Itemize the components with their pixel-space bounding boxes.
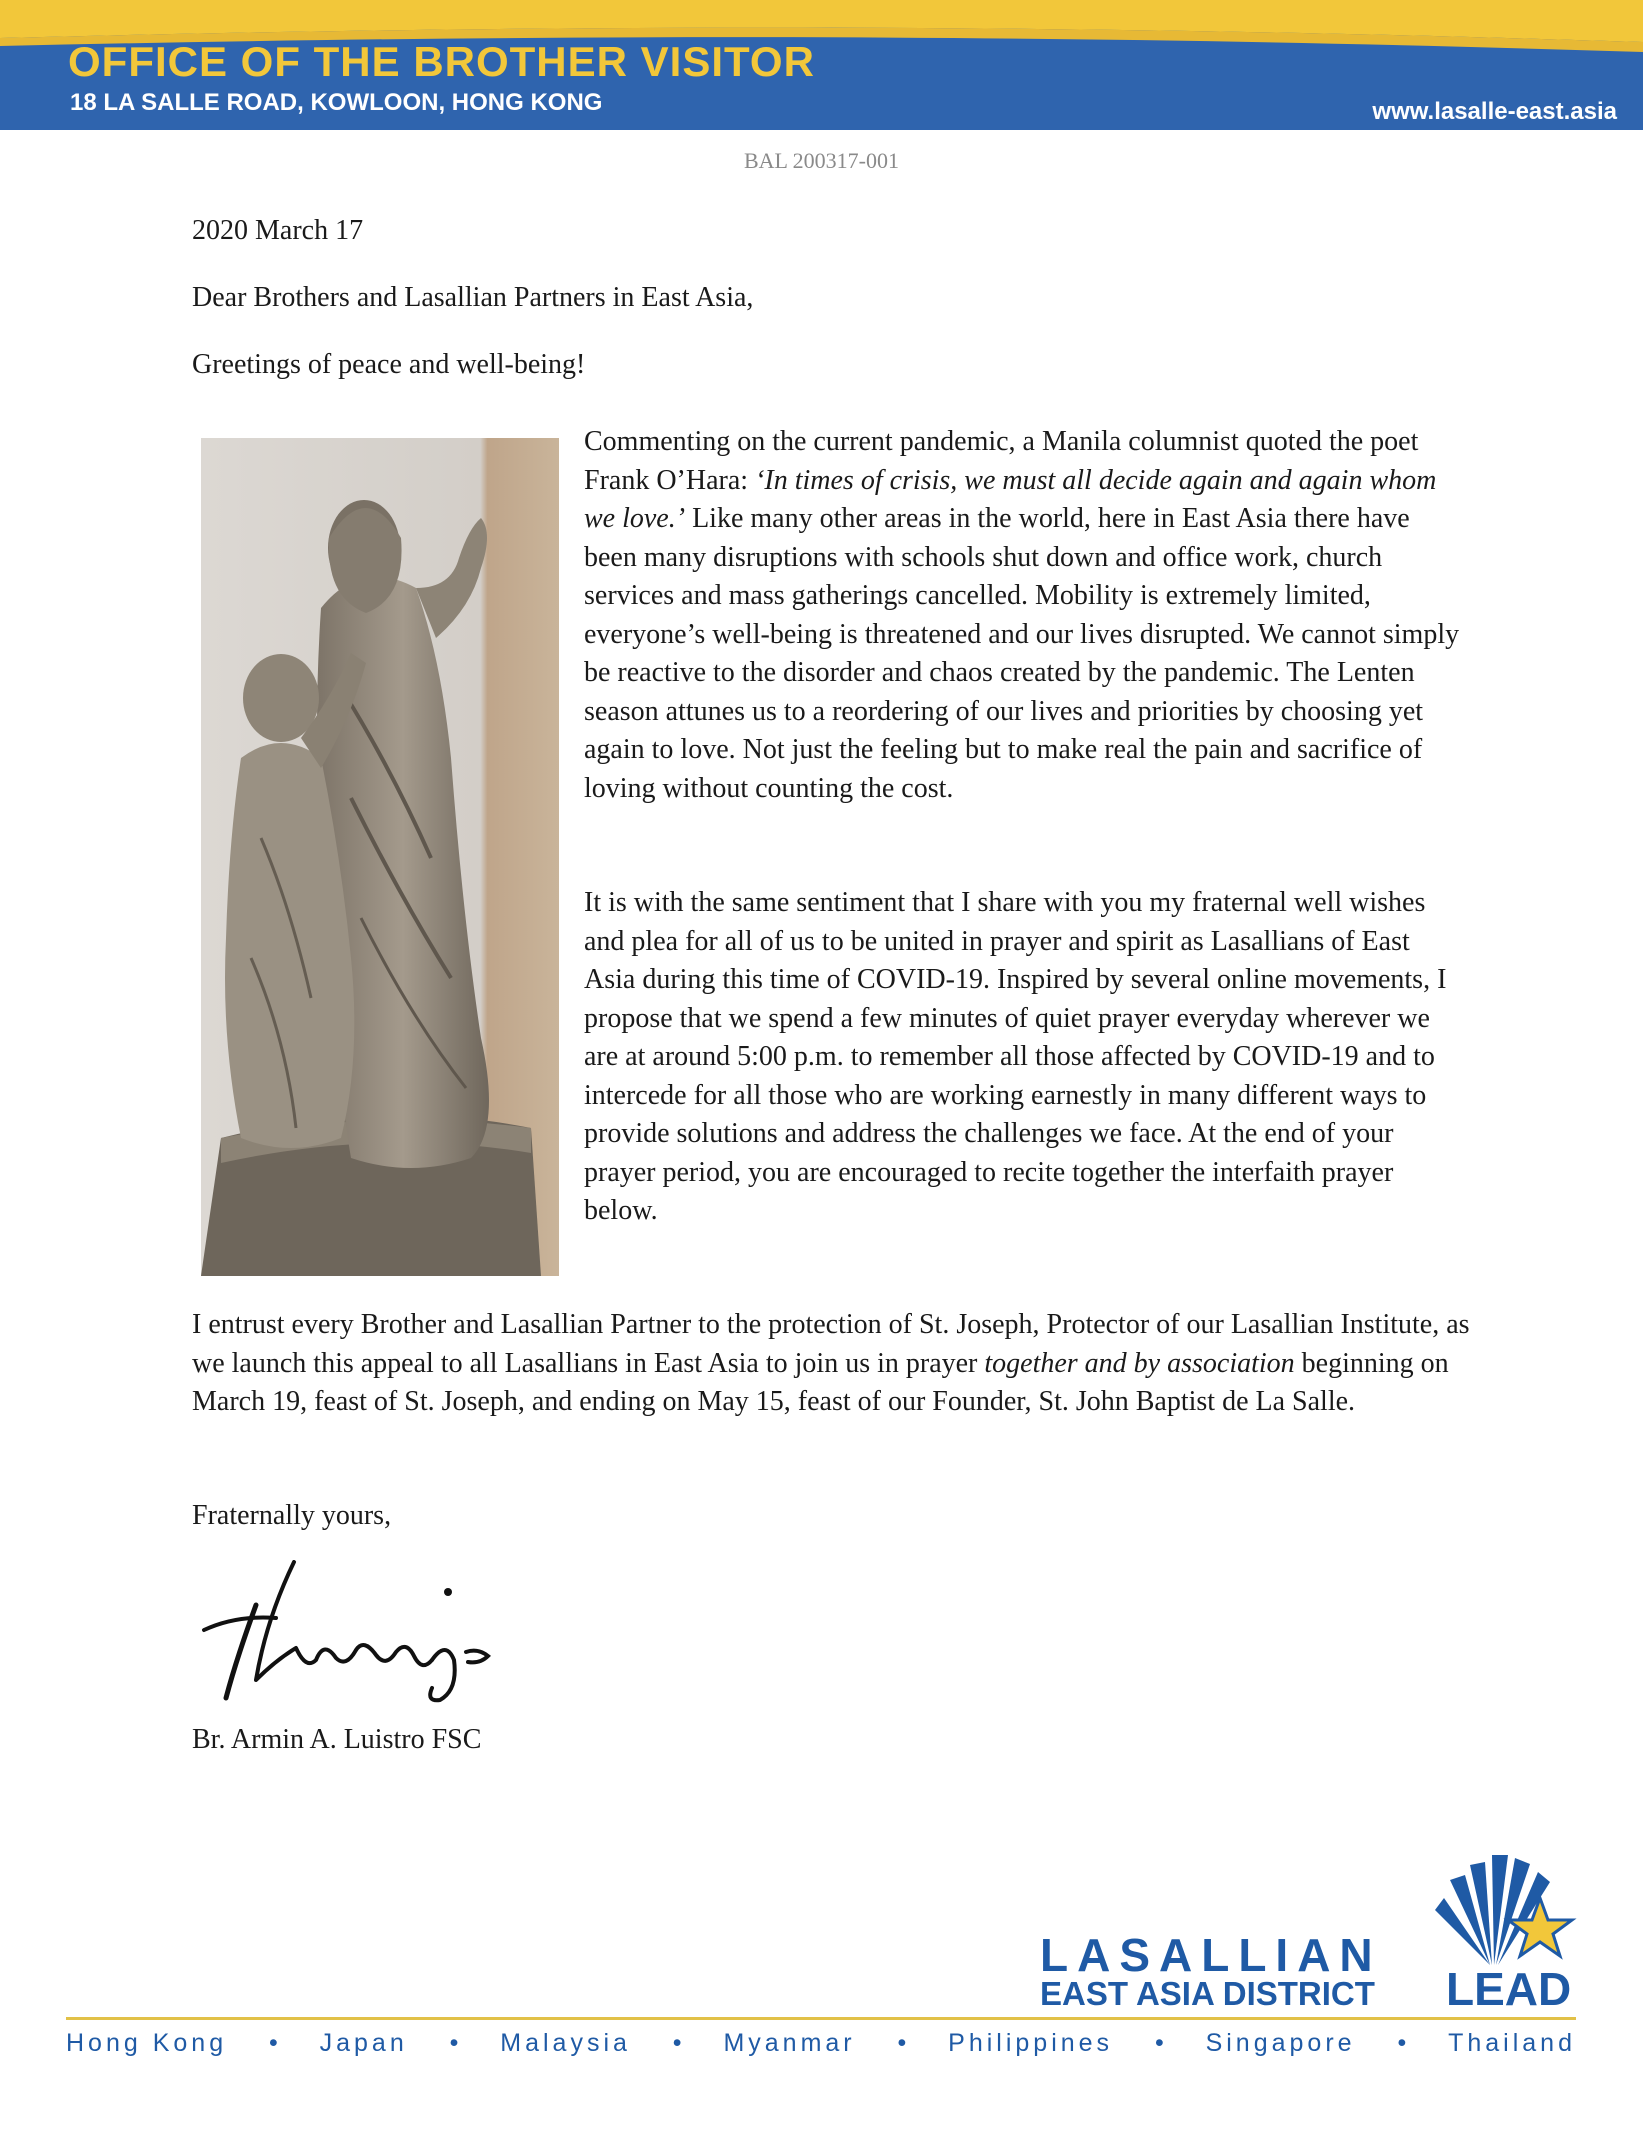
separator: • — [1154, 2029, 1164, 2057]
logo-east-asia-district: EAST ASIA DISTRICT — [1040, 1975, 1375, 2012]
signature-image — [196, 1560, 496, 1710]
country-philippines: Philippines — [948, 2029, 1114, 2057]
statue-photo — [201, 438, 559, 1276]
letter-greeting: Greetings of peace and well-being! — [192, 349, 586, 380]
country-hong-kong: Hong Kong — [66, 2029, 228, 2057]
office-title: OFFICE OF THE BROTHER VISITOR — [68, 38, 815, 85]
logo-lasallian: LASALLIAN — [1040, 1929, 1382, 1981]
footer-divider — [66, 2017, 1576, 2020]
letter-date: 2020 March 17 — [192, 215, 364, 246]
letter-closing: Fraternally yours, — [192, 1500, 392, 1531]
paragraph3-intro: I entrust every Brother and Lasallian Partner to the protection of St. Joseph, Protector of our Lasallian Institute, as we launch this appeal to all Lasallians in East Asia to join us in prayer — [192, 1309, 1470, 1379]
logo-lead: LEAD — [1446, 1963, 1572, 2015]
reference-number: BAL 200317-001 — [743, 148, 899, 173]
country-japan: Japan — [319, 2029, 408, 2057]
paragraph3-body: beginning on March 19, feast of St. Joseph, and ending on May 15, feast of our Founder, St. John Baptist de La Salle. — [192, 1347, 1449, 1417]
statue-illustration — [201, 438, 559, 1276]
paragraph1-body: Like many other areas in the world, here in East Asia there have been many disruptions with schools shut down and office work, church services and mass gatherings cancelled. Mobility is extremely limited, everyone’s well-being is threatened and our lives disrupted. We cannot simply be reactive to the disorder and chaos created by the pandemic. The Lenten season attunes us to a reordering of our lives and priorities by choosing yet again to love. Not just the feeling but to make real the pain and sacrifice of loving without counting the cost. — [584, 503, 1460, 804]
country-thailand: Thailand — [1448, 2029, 1576, 2057]
separator: • — [897, 2029, 907, 2057]
country-malaysia: Malaysia — [500, 2029, 631, 2057]
signer-name: Br. Armin A. Luistro FSC — [192, 1724, 482, 1755]
header-banner — [0, 0, 1643, 130]
separator: • — [672, 2029, 682, 2057]
lasallian-star-logo-icon — [1430, 1840, 1590, 1970]
together-by-association: together and by association — [984, 1347, 1295, 1379]
footer-country-list — [66, 2029, 1576, 2058]
separator: • — [449, 2029, 459, 2057]
paragraph-prayer-proposal: It is with the same sentiment that I share with you my fraternal well wishes and plea for all of us to be united in prayer and spirit as Lasallians of East Asia during this time of COVID-19. Inspired by several online movements, I propose that we spend a few minutes of quiet prayer everyday wherever we are at around 5:00 p.m. to remember all those affected by COVID-19 and to intercede for all those who are working earnestly in many different ways to provide solutions and address the challenges we face. At the end of your prayer period, you are encouraged to recite together the interfaith prayer below. — [584, 887, 1447, 1226]
paragraph-entrustment — [192, 1306, 1472, 1422]
frank-ohara-quote: ‘In times of crisis, we must all decide again and again whom we love.’ — [584, 464, 1437, 534]
paragraph-pandemic — [584, 423, 1464, 808]
paragraph1-intro: Commenting on the current pandemic, a Manila columnist quoted the poet Frank O’Hara: — [584, 426, 1419, 496]
office-address: 18 LA SALLE ROAD, KOWLOON, HONG KONG — [70, 89, 603, 116]
country-singapore: Singapore — [1205, 2029, 1356, 2057]
letter-salutation: Dear Brothers and Lasallian Partners in East Asia, — [192, 282, 754, 313]
country-myanmar: Myanmar — [723, 2029, 856, 2057]
separator: • — [1397, 2029, 1407, 2057]
separator: • — [268, 2029, 278, 2057]
website-link[interactable]: www.lasalle-east.asia — [1372, 98, 1617, 125]
